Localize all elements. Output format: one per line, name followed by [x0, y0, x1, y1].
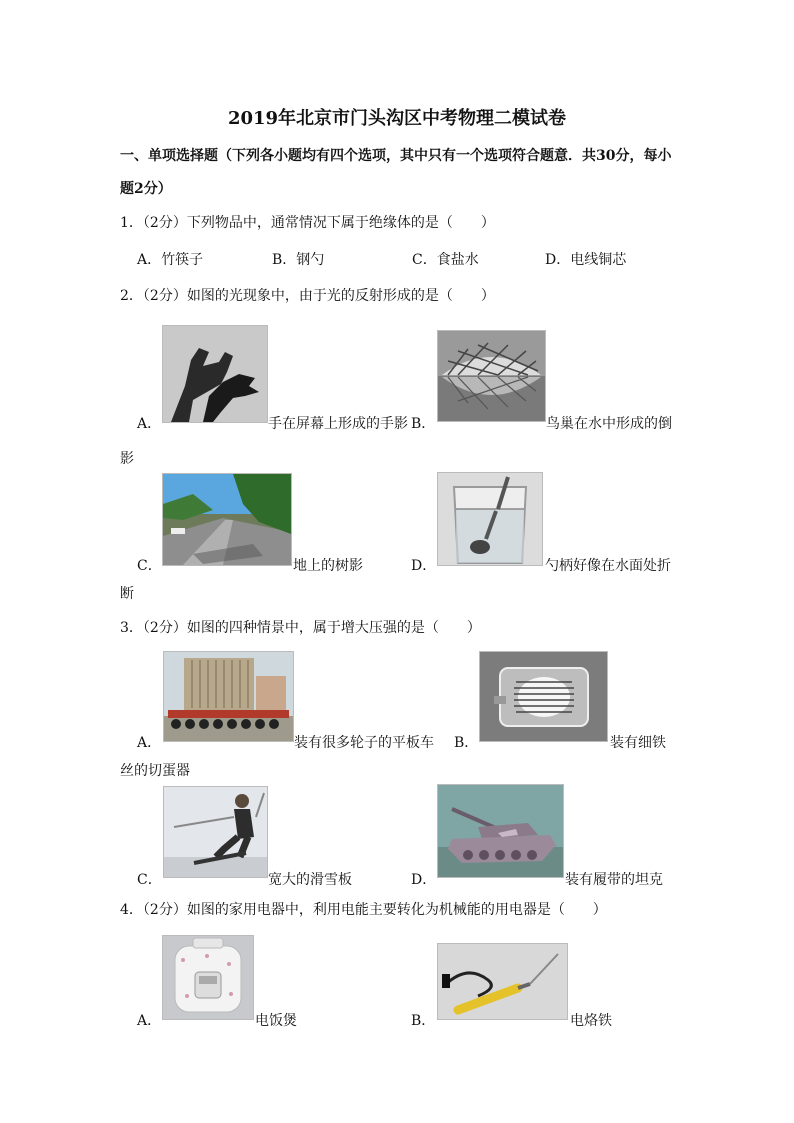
- question-1-option-c: C．食盐水: [412, 252, 479, 268]
- question-3-option-c-text: 宽大的滑雪板: [268, 872, 352, 888]
- birds-nest-reflection-image: [437, 330, 546, 422]
- flatbed-truck-image: [163, 651, 294, 742]
- question-4-option-b-letter: B．: [411, 1013, 436, 1029]
- question-1-option-d: D．电线铜芯: [545, 252, 627, 268]
- question-2-option-d-text: 勺柄好像在水面处折: [545, 558, 671, 574]
- page-title: 2019年北京市门头沟区中考物理二模试卷: [227, 108, 567, 129]
- rice-cooker-image: [162, 935, 254, 1020]
- question-2-option-a-text: 手在屏幕上形成的手影: [268, 416, 408, 432]
- question-3-option-a-letter: A．: [137, 735, 162, 751]
- spoon-in-water-image: [437, 472, 543, 566]
- tank-image: [437, 784, 564, 878]
- question-2-option-b-wrap: 影: [120, 451, 134, 467]
- question-4-option-a-letter: A．: [137, 1013, 162, 1029]
- question-1-option-b: B．钢勺: [272, 252, 325, 268]
- question-2-option-c-letter: C．: [137, 558, 162, 574]
- question-3-option-a-text: 装有很多轮子的平板车: [294, 735, 434, 751]
- question-2-option-a-letter: A．: [137, 416, 162, 432]
- question-3-option-c-letter: C．: [137, 872, 162, 888]
- hand-shadow-image: [162, 325, 268, 423]
- question-2-option-b-letter: B．: [411, 416, 436, 432]
- snowboard-skier-image: [163, 786, 268, 878]
- question-1-stem: 1．（2分）下列物品中，通常情况下属于绝缘体的是（ ）: [120, 215, 495, 231]
- soldering-iron-image: [437, 943, 568, 1020]
- question-3-stem: 3．（2分）如图的四种情景中，属于增大压强的是（ ）: [120, 620, 481, 636]
- question-2-option-b-text: 鸟巢在水中形成的倒: [546, 416, 672, 432]
- question-3-option-b-text: 装有细铁: [610, 735, 666, 751]
- question-3-option-d-text: 装有履带的坦克: [565, 872, 663, 888]
- question-2-option-d-letter: D．: [411, 558, 437, 574]
- question-2-option-c-text: 地上的树影: [293, 558, 363, 574]
- egg-slicer-image: [479, 651, 608, 742]
- question-4-stem: 4．（2分）如图的家用电器中，利用电能主要转化为机械能的用电器是（ ）: [120, 902, 607, 918]
- question-2-stem: 2．（2分）如图的光现象中，由于光的反射形成的是（ ）: [120, 288, 495, 304]
- question-1-option-a: A．竹筷子: [137, 252, 204, 268]
- question-3-option-b-wrap: 丝的切蛋器: [120, 763, 190, 779]
- section-heading-continued: 题2分）: [120, 181, 172, 197]
- tree-shadow-road-image: [162, 473, 292, 566]
- question-3-option-b-letter: B．: [454, 735, 479, 751]
- question-3-option-d-letter: D．: [411, 872, 437, 888]
- question-4-option-b-text: 电烙铁: [570, 1013, 612, 1029]
- question-2-option-d-wrap: 断: [120, 586, 134, 602]
- section-heading: 一、单项选择题（下列各小题均有四个选项，其中只有一个选项符合题意．共30分，每小: [120, 148, 672, 164]
- question-4-option-a-text: 电饭煲: [255, 1013, 297, 1029]
